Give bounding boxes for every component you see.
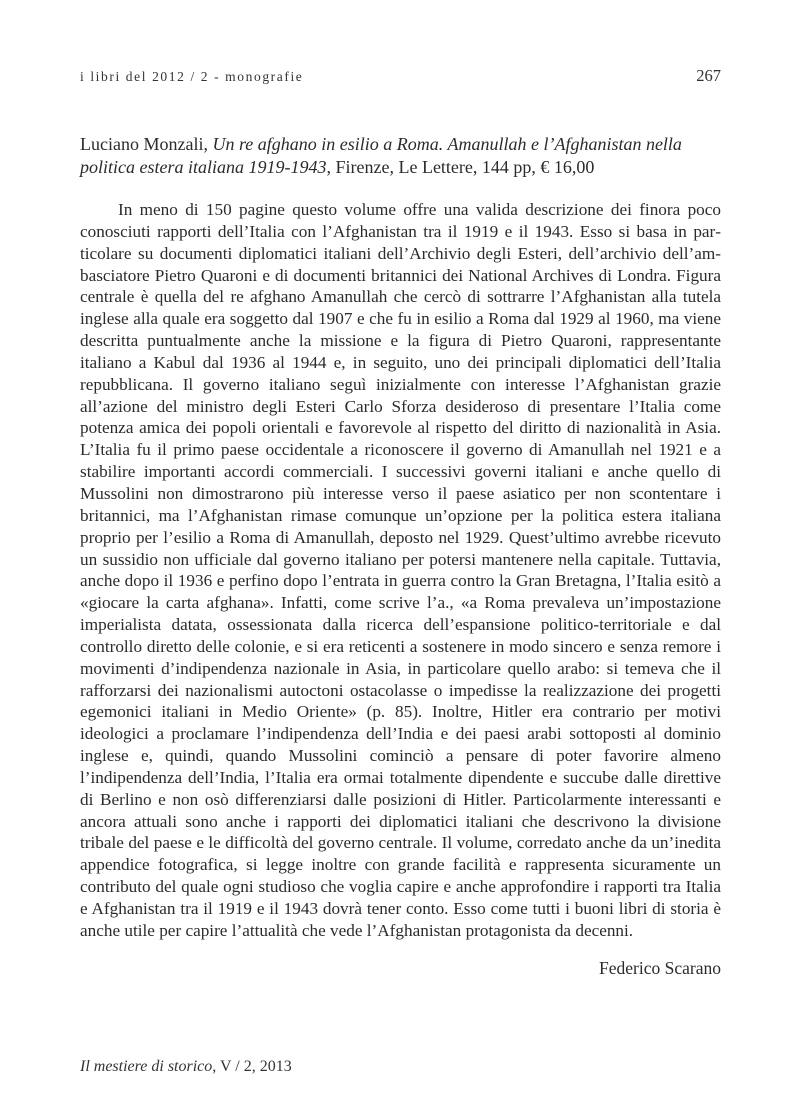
running-head: i libri del 2012 / 2 - monografie [80, 69, 304, 84]
journal-footer [80, 1058, 292, 1076]
citation-title: Un re afghano in esilio a Roma. Amanullah e l’Afghanistan nella politica estera italiana 1919-1943 [80, 134, 682, 177]
reviewer-name: Federico Scarano [599, 958, 721, 978]
page-number: 267 [696, 66, 721, 85]
journal-name: Il mestiere di storico [80, 1058, 213, 1075]
review-body: In meno di 150 pagine questo volume offre una valida descrizione dei finora poco conosciuti rapporti dell’Italia con l’Afghanistan tra il 1919 e il 1943. Esso si basa in particolare su documenti diplomatici italiani dell’Archivio degli Esteri, dell’archivio dell’ambasciatore Pietro Quaroni e di documenti britannici dei National Archives di Londra. Figura centrale è quella del re afghano Amanullah che cercò di sottrarre l’Afghanistan alla tutela inglese alla quale era soggetto dal 1907 e che fu in esilio a Roma dal 1929 al 1960, ma viene descritta puntualmente anche la missione e la figura di Pietro Quaroni, rappresentante italiano a Kabul dal 1936 al 1944 e, in seguito, uno dei principali diplomatici dell’Italia repubblicana. Il governo italiano seguì inizialmente con interesse l’Afghanistan grazie all’azione del ministro degli Esteri Carlo Sforza desideroso di presentare l’Italia come potenza amica dei popoli orientali e favorevole al rispetto del diritto di nazionalità in Asia. L’Italia fu il primo paese occidentale a riconoscere il governo di Amanullah nel 1921 e a stabilire importanti accordi commerciali. I successivi governi italiani e anche quello di Mussolini non dimostrarono più interesse verso il paese asiatico per non scontentare i britannici, ma l’Afghanistan rimase comunque un’opzione per la politica estera italiana proprio per l’esilio a Roma di Amanullah, deposto nel 1929. Quest’ultimo avrebbe ricevuto un sussidio non ufficiale dal governo italiano per potersi mantenere nella capitale. Tuttavia, anche dopo il 1936 e perfino dopo l’entrata in guerra contro la Gran Bretagna, l’Italia esitò a «giocare la carta afghana». Infatti, come scrive l’a., «a Roma prevaleva un’impostazione imperialista datata, ossessionata dalla ricerca dell’espansione politico-territoriale e dal controllo diretto delle colonie, e si era reticenti a sostenere in modo sincero e senza remore i movimenti d’indipendenza nazionale in Asia, in particolare quello arabo: si temeva che il rafforzarsi dei nazionalismi autoctoni ostacolasse o impedisse la realizzazione dei progetti egemonici italiani in Medio Oriente» (p. 85). Inoltre, Hitler era contrario per motivi ideologici a proclamare l’indipendenza dell’India e dei paesi arabi sottoposti al dominio inglese e, quindi, quando Mussolini cominciò a pensare di poter favorire almeno l’indipendenza dell’India, l’Italia era ormai totalmente dipendente e succube dalle direttive di Berlino e non osò differenziarsi dalle posizioni di Hitler. Particolarmente interessanti e ancora attuali sono anche i rapporti dei diplomatici italiani che descrivono la divisione tribale del paese e le difficoltà del governo centrale. Il volume, corredato anche da un’inedita appendice fotografica, si legge inoltre con grande facilità e rappresenta sicuramente un contributo del quale ogni studioso che voglia capire e anche approfondire i rapporti tra Italia e Afghanistan tra il 1919 e il 1943 dovrà tener conto. Esso come tutti i buoni libri di storia è anche utile per capire l’attualità che vede l’Afghanistan protagonista da decenni. [80, 200, 721, 940]
citation-author: Luciano Monzali, [80, 134, 213, 154]
journal-issue: , V / 2, 2013 [212, 1058, 292, 1075]
citation-publication: , Firenze, Le Lettere, 144 pp, € 16,00 [326, 157, 595, 177]
book-citation [80, 133, 730, 179]
